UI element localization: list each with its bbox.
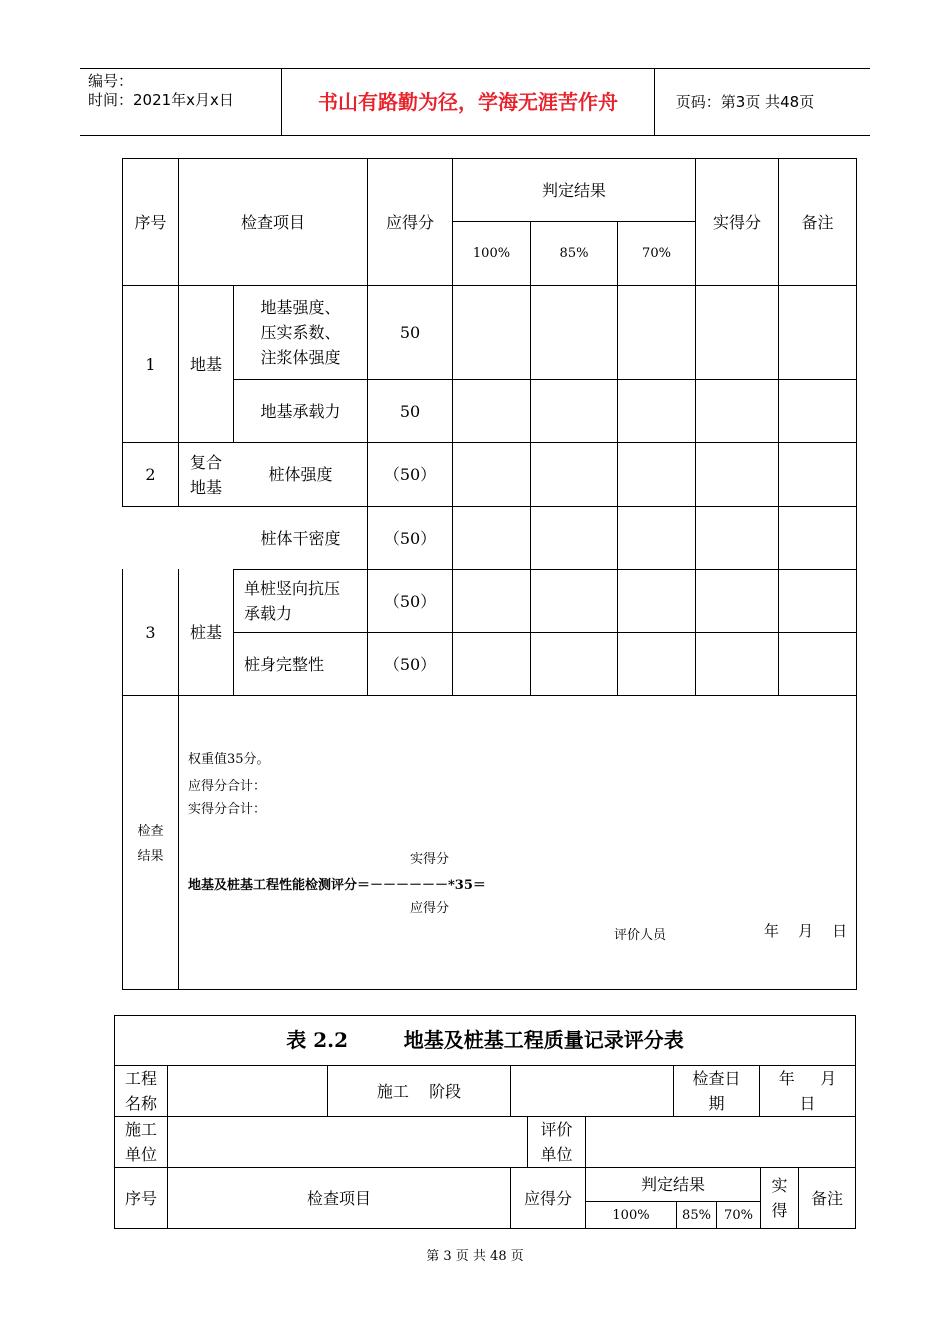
table2-col-remark: 备注: [810, 1188, 843, 1208]
construction-stage-value[interactable]: [511, 1066, 673, 1116]
row1b-item: 地基承载力: [260, 401, 341, 421]
row1-seq: 1: [145, 354, 156, 374]
col-header-85: 85%: [559, 246, 589, 261]
row2-category: 复合 地基: [189, 452, 222, 497]
row1a-due-score: 50: [399, 323, 421, 342]
row3a-item: 单桩竖向抗压 承载力: [244, 579, 341, 623]
project-name-value[interactable]: [168, 1066, 327, 1116]
row1-category: 地基: [189, 354, 222, 374]
document-time-label: 时间：2021年x月x日: [88, 91, 234, 109]
check-date-label: 检查日 期: [692, 1069, 741, 1113]
row3b-due-score: （50）: [383, 654, 437, 674]
table2-col-seq: 序号: [124, 1188, 157, 1208]
table2-col-70: 70%: [724, 1207, 753, 1223]
result-actual-total: 实得分合计：: [188, 802, 267, 817]
construction-unit-value[interactable]: [168, 1117, 527, 1167]
construction-stage-label: 施工 阶段: [376, 1081, 462, 1101]
document-number-label: 编号：: [88, 72, 134, 90]
col-header-item: 检查项目: [240, 212, 305, 232]
result-weight: 权重值35分。: [188, 752, 270, 767]
page-indicator: 页码：第3页 共48页: [675, 93, 815, 111]
row2b-due-score: （50）: [383, 528, 437, 548]
row3-seq: 3: [145, 623, 156, 642]
table2-col-judgement: 判定结果: [640, 1175, 705, 1194]
formula-numerator: 实得分: [410, 852, 450, 867]
table2-title: 表 2.2 地基及桩基工程质量记录评分表: [286, 1028, 684, 1052]
row3-category: 桩基: [189, 623, 222, 642]
row1b-due-score: 50: [399, 401, 421, 421]
table2-col-item: 检查项目: [306, 1188, 371, 1208]
row2-seq: 2: [145, 465, 156, 484]
table2-col-85: 85%: [682, 1207, 711, 1223]
result-due-total: 应得分合计：: [188, 779, 267, 794]
check-date-value: 年 月 日: [778, 1069, 837, 1113]
evaluation-date: 年 月 日: [764, 922, 848, 940]
evaluation-unit-label: 评价 单位: [540, 1120, 573, 1164]
construction-unit-label: 施工 单位: [124, 1120, 157, 1164]
evaluation-unit-value[interactable]: [586, 1117, 855, 1167]
row3a-due-score: （50）: [383, 591, 437, 611]
row3b-item: 桩身完整性: [244, 654, 325, 674]
table2-col-100: 100%: [612, 1207, 650, 1223]
formula-denominator: 应得分: [410, 901, 450, 916]
col-header-judgement: 判定结果: [541, 180, 606, 200]
col-header-actual-score: 实得分: [712, 212, 761, 232]
row2b-item: 桩体干密度: [260, 528, 341, 548]
col-header-70: 70%: [642, 246, 671, 261]
page-footer: 第 3 页 共 48 页: [426, 1248, 524, 1264]
col-header-remark: 备注: [801, 212, 834, 232]
table2-col-due-score: 应得分: [523, 1188, 572, 1208]
row2a-due-score: （50）: [383, 465, 437, 484]
col-header-seq: 序号: [134, 212, 167, 232]
evaluator-label: 评价人员: [614, 928, 667, 943]
col-header-due-score: 应得分: [385, 212, 434, 232]
formula-text: 地基及桩基工程性能检测评分＝－－－－－－*35＝: [188, 878, 486, 893]
result-label: 检查 结果: [137, 824, 164, 864]
row2a-item: 桩体强度: [268, 465, 333, 484]
header-motto: 书山有路勤为径，学海无涯苦作舟: [318, 89, 618, 114]
project-name-label: 工程 名称: [124, 1069, 157, 1113]
table2-col-actual-score: 实 得: [771, 1176, 788, 1220]
row1a-item: 地基强度、 压实系数、 注浆体强度: [260, 298, 341, 367]
col-header-100: 100%: [472, 246, 511, 261]
